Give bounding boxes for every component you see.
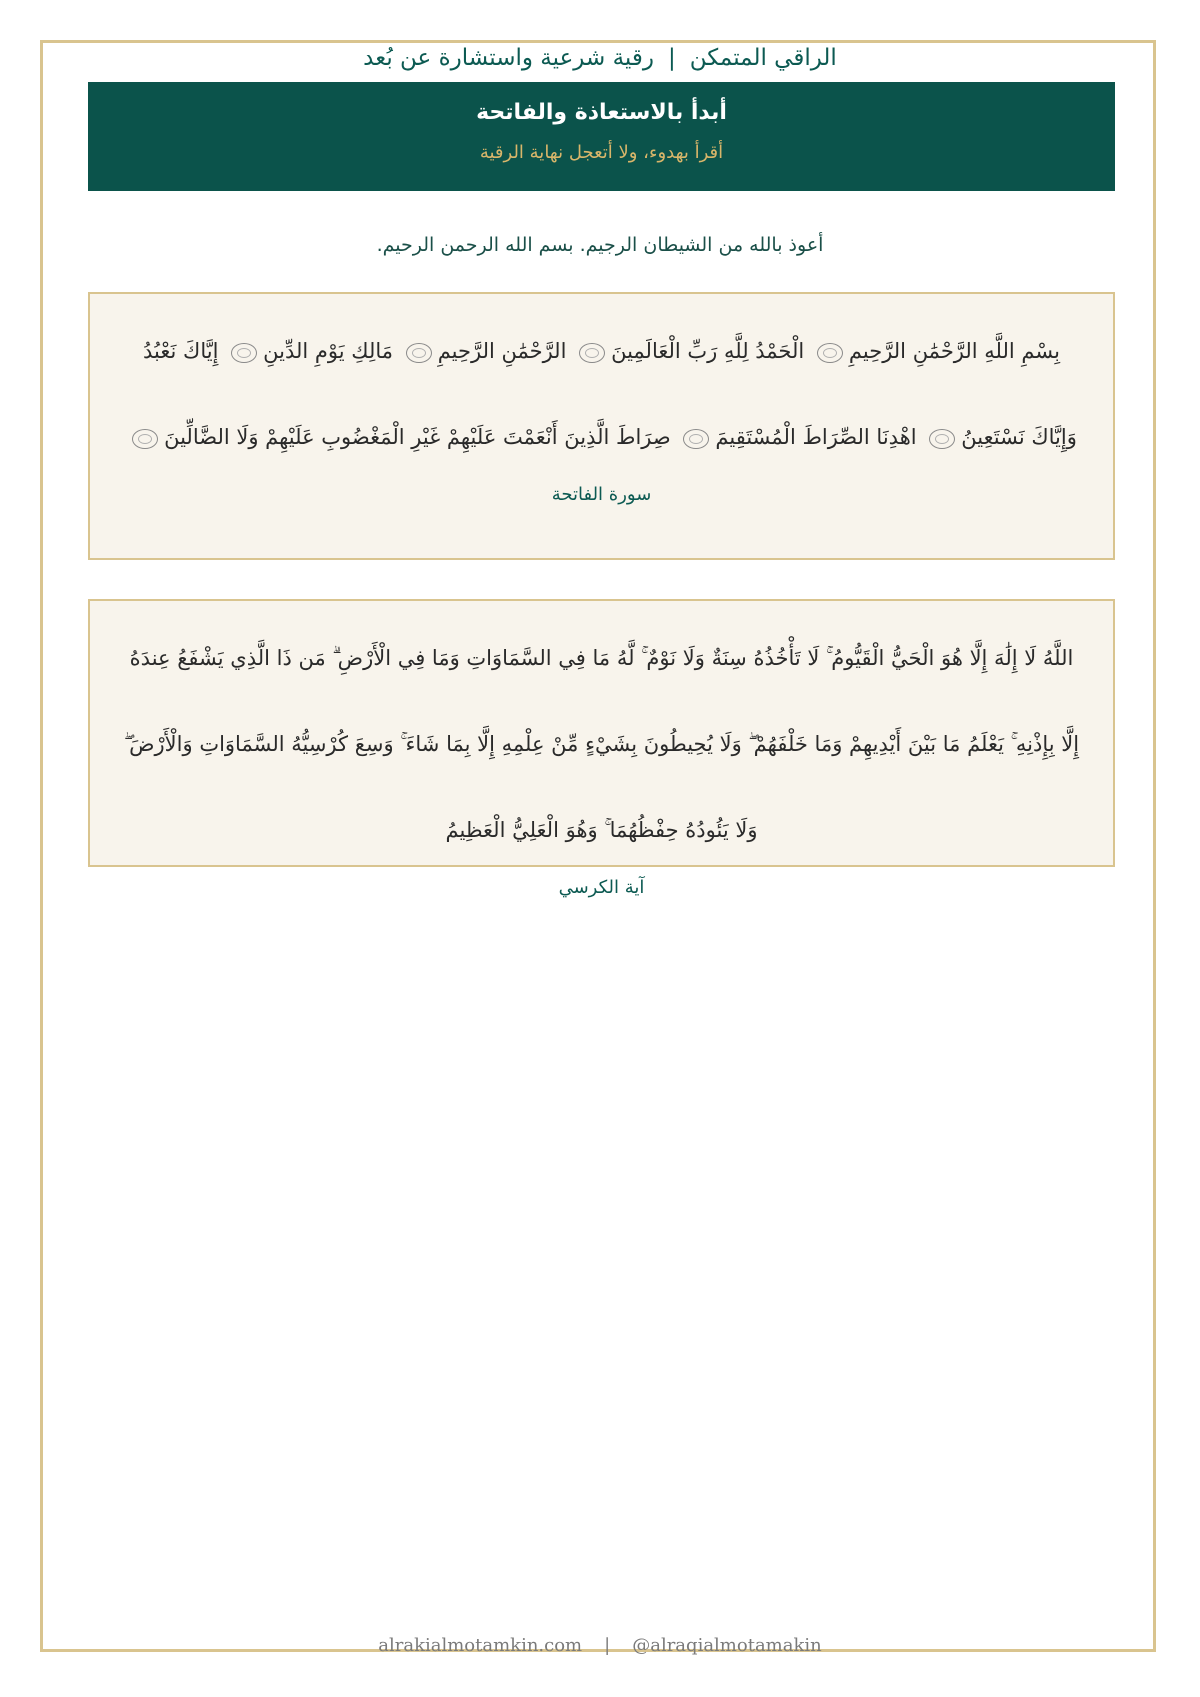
footer-separator: | bbox=[604, 1635, 611, 1656]
ayah-end-marker-icon bbox=[231, 343, 257, 363]
footer-handle: @alraqialmotamakin bbox=[632, 1635, 822, 1656]
ayah: بِسْمِ اللَّهِ الرَّحْمَٰنِ الرَّحِيمِ bbox=[848, 339, 1060, 363]
page-footer bbox=[0, 1633, 1200, 1659]
fatiha-text bbox=[90, 294, 1113, 480]
kursi-box bbox=[88, 599, 1115, 898]
ayah-end-marker-icon bbox=[406, 343, 432, 363]
ayah: الْحَمْدُ لِلَّهِ رَبِّ الْعَالَمِينَ bbox=[611, 339, 805, 363]
ayah: الرَّحْمَٰنِ الرَّحِيمِ bbox=[437, 339, 567, 363]
ayah-end-marker-icon bbox=[579, 343, 605, 363]
brand-tagline: رقية شرعية واستشارة عن بُعد bbox=[363, 45, 654, 71]
header-separator: | bbox=[667, 45, 676, 71]
kursi-text: اللَّهُ لَا إِلَٰهَ إِلَّا هُوَ الْحَيُّ الْقَيُّومُ ۚ لَا تَأْخُذُهُ سِنَةٌ وَلَا نَوْمٌ ۚ لَّهُ مَا فِي السَّمَاوَاتِ وَمَا فِي الْأَرْضِ ۗ مَن ذَا الَّذِي يَشْفَعُ عِندَهُ إِلَّا بِإِذْنِهِ ۚ يَعْلَمُ مَا بَيْنَ أَيْدِيهِمْ وَمَا خَلْفَهُمْ ۖ وَلَا يُحِيطُونَ بِشَيْءٍ مِّنْ عِلْمِهِ إِلَّا بِمَا شَاءَ ۚ وَسِعَ كُرْسِيُّهُ السَّمَاوَاتِ وَالْأَرْضَ ۖ وَلَا يَئُودُهُ حِفْظُهُمَا ۚ وَهُوَ الْعَلِيُّ الْعَظِيمُ bbox=[123, 646, 1080, 842]
ayah: إِيَّاكَ نَعْبُدُ وَإِيَّاكَ نَسْتَعِينُ bbox=[143, 339, 1077, 449]
fatiha-caption: سورة الفاتحة bbox=[551, 484, 652, 505]
kursi-caption: آية الكرسي bbox=[558, 877, 645, 898]
banner-title: أبدأ بالاستعاذة والفاتحة bbox=[476, 100, 727, 125]
site-header bbox=[0, 42, 1200, 74]
ayah-end-marker-icon bbox=[683, 429, 709, 449]
ayah: صِرَاطَ الَّذِينَ أَنْعَمْتَ عَلَيْهِمْ غَيْرِ الْمَغْضُوبِ عَلَيْهِمْ وَلَا الضَّالِّينَ bbox=[164, 425, 671, 449]
footer-website: alrakialmotamkin.com bbox=[378, 1635, 583, 1656]
ayah-end-marker-icon bbox=[817, 343, 843, 363]
brand-name: الراقي المتمكن bbox=[689, 45, 837, 71]
ayah: مَالِكِ يَوْمِ الدِّينِ bbox=[263, 339, 393, 363]
ayah-end-marker-icon bbox=[929, 429, 955, 449]
ayah-end-marker-icon bbox=[132, 429, 158, 449]
ayah: اهْدِنَا الصِّرَاطَ الْمُسْتَقِيمَ bbox=[715, 425, 917, 449]
fatiha-box bbox=[88, 292, 1115, 560]
banner-subtitle: أقرأ بهدوء، ولا أتعجل نهاية الرقية bbox=[479, 142, 724, 163]
istiadha-text: أعوذ بالله من الشيطان الرجيم. بسم الله الرحمن الرحيم. bbox=[376, 234, 824, 256]
section-banner bbox=[88, 82, 1115, 191]
